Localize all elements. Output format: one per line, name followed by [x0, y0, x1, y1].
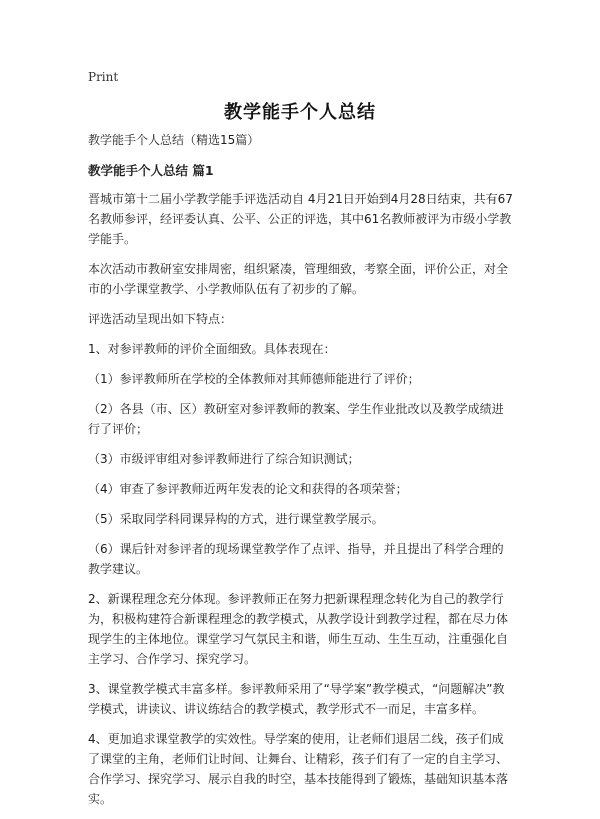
- paragraph-subpoint-3: （3）市级评审组对参评教师进行了综合知识测试；: [88, 452, 360, 466]
- paragraph-point-2: 2、新课程理念充分体现。参评教师正在努力把新课程理念转化为自己的教学行为，积极构建符合新课程理念的教学模式，从教学设计到教学过程，都在尽力体现学生的主体地位。课堂学习气氛民主和谐，师生互动、生生互动，注重强化自主学习、合作学习、探究学习。: [88, 592, 509, 666]
- paragraph-subpoint-6: （6）课后针对参评者的现场课堂教学作了点评、指导，并且提出了科学合理的教学建议。: [88, 542, 504, 576]
- paragraph-subpoint-5: （5）采取同学科同课异构的方式，进行课堂教学展示。: [88, 512, 384, 526]
- print-label: Print: [88, 70, 119, 84]
- paragraph-subpoint-1: （1）参评教师所在学校的全体教师对其师德师能进行了评价；: [88, 372, 420, 386]
- document-subtitle: 教学能手个人总结（精选15篇）: [88, 133, 260, 147]
- paragraph-subpoint-4: （4）审查了参评教师近两年发表的论文和获得的各项荣誉；: [88, 482, 408, 496]
- paragraph-point-3: 3、课堂教学模式丰富多样。参评教师采用了“导学案”教学模式，“问题解决”教学模式，讲读议、讲议练结合的教学模式，教学形式不一而足，丰富多样。: [88, 682, 505, 716]
- paragraph-intro: 晋城市第十二届小学教学能手评选活动自 4月21日开始到4月28日结束，共有67名教师参评，经评委认真、公平、公正的评选，其中61名教师被评为市级小学教学能手。: [88, 192, 513, 246]
- paragraph-point-4: 4、更加追求课堂教学的实效性。导学案的使用，让老师们退居二线，孩子们成了课堂的主角，老师们让时间、让舞台、让精彩，孩子们有了一定的自主学习、合作学习、探究学习、展示自我的时空，基本技能得到了锻炼，基础知识基本落实。: [88, 732, 509, 806]
- document-body: [88, 130, 514, 819]
- page-title: 教学能手个人总结: [224, 102, 376, 123]
- paragraph-features-lead: 评选活动呈现出如下特点：: [88, 312, 233, 326]
- paragraph-subpoint-2: （2）各县（市、区）教研室对参评教师的教案、学生作业批改以及教学成绩进行了评价；: [88, 402, 504, 436]
- section-heading: 教学能手个人总结 篇1: [88, 163, 214, 178]
- paragraph-overview: 本次活动市教研室安排周密，组织紧凑，管理细致，考察全面，评价公正，对全市的小学课堂教学、小学教师队伍有了初步的了解。: [88, 262, 509, 296]
- paragraph-point-1: 1、对参评教师的评价全面细致。具体表现在：: [88, 342, 336, 356]
